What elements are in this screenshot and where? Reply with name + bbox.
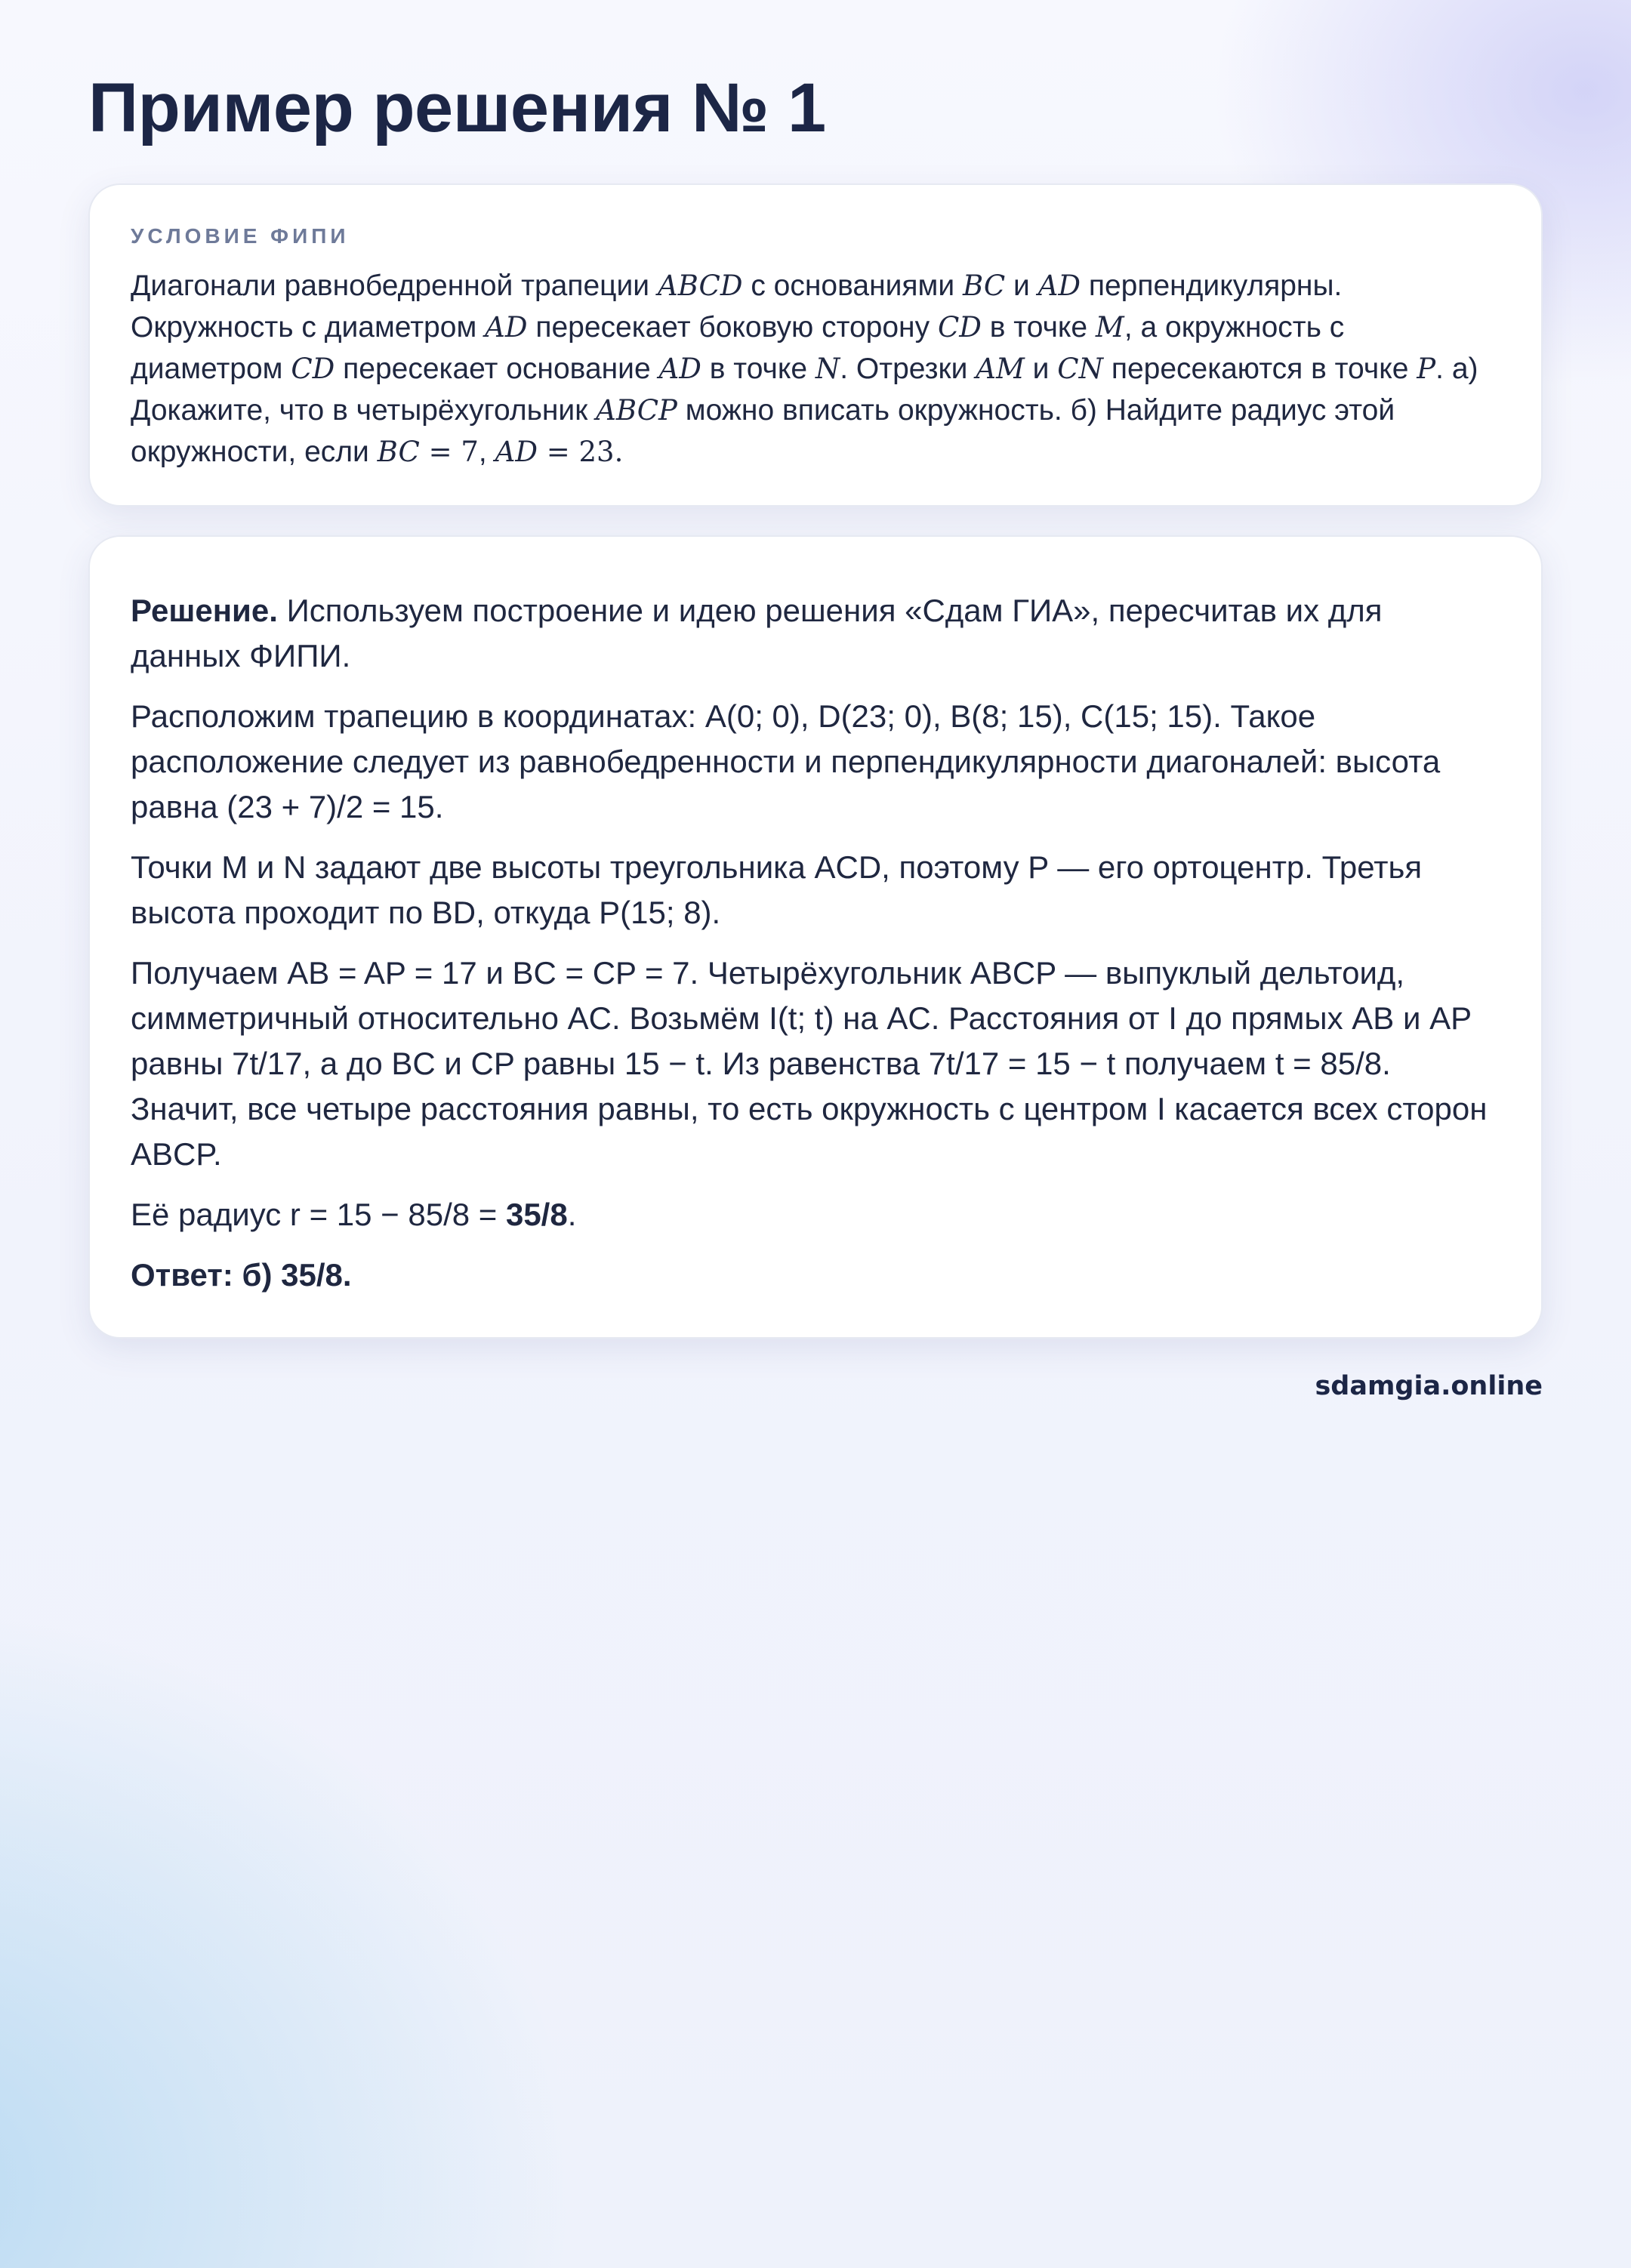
math-symbol: AD <box>495 436 538 468</box>
math-symbol: AD <box>658 353 701 385</box>
condition-label: УСЛОВИЕ ФИПИ <box>131 224 350 248</box>
solution-text: Получаем AB = AP = 17 и BC = CP = 7. Четырёхугольник ABCP — выпуклый дельтоид, симметричный относительно AC. Возьмём I(t; t) на AC. Расстояния от I до прямых AB и AP равны 7t/17, а до BC и CP равны 15 − t. Из равенства 7t/17 = 15 − t получаем t = 85/8. Значит, все четыре расстояния равны, то есть окружность с центром I касается всех сторон ABCP. <box>131 955 1488 1172</box>
math-symbol: M <box>1095 311 1124 344</box>
solution-text: . <box>567 1197 577 1232</box>
math-symbol: AD <box>1037 270 1081 302</box>
condition-text-segment: . Отрезки <box>840 353 976 385</box>
footer-brand: sdamgia.online <box>1315 1371 1543 1401</box>
math-symbol: BC <box>962 270 1006 302</box>
math-symbol: CD <box>937 311 982 344</box>
condition-text-segment: и <box>1005 270 1038 302</box>
math-symbol: CN <box>1057 353 1103 385</box>
condition-text-segment: пересекает основание <box>335 353 659 385</box>
answer-paragraph <box>131 1253 1500 1298</box>
page-title: Пример решения № 1 <box>88 69 826 146</box>
math-symbol: CD <box>291 353 335 385</box>
solution-paragraph <box>131 845 1500 935</box>
solution-text: Её радиус r = 15 − 85/8 = <box>131 1197 506 1232</box>
math-expression: = 7 <box>419 436 479 468</box>
solution-paragraph <box>131 588 1500 679</box>
math-expression: = 23. <box>537 436 624 468</box>
condition-text-segment: Диагонали равнобедренной трапеции <box>131 270 658 302</box>
condition-text <box>131 265 1500 473</box>
math-symbol: P <box>1417 353 1436 385</box>
condition-card <box>88 183 1543 507</box>
condition-text-segment: в точке <box>701 353 815 385</box>
condition-text-segment: с основаниями <box>742 270 963 302</box>
condition-text-segment: , а окружность с диаметром <box>131 311 1345 385</box>
condition-text-segment: . а) Докажите, что в четырёхугольник <box>131 353 1478 427</box>
condition-text-segment: в точке <box>981 311 1096 344</box>
solution-paragraph <box>131 1192 1500 1237</box>
bold-text: Ответ: б) 35/8. <box>131 1257 352 1293</box>
solution-text: Используем построение и идею решения «Сдам ГИА», пересчитав их для данных ФИПИ. <box>131 593 1383 673</box>
math-symbol: ABCD <box>657 270 743 302</box>
condition-text-segment: , <box>478 436 495 468</box>
condition-text-segment: можно вписать окружность. б) Найдите радиус этой окружности, если <box>131 394 1395 468</box>
bold-text: 35/8 <box>505 1197 568 1232</box>
condition-text-segment: перпендикулярны. Окружность с диаметром <box>131 270 1343 344</box>
solution-text: Точки M и N задают две высоты треугольника ACD, поэтому P — его ортоцентр. Третья высота проходит по BD, откуда P(15; 8). <box>131 849 1423 930</box>
math-symbol: N <box>815 353 840 385</box>
condition-text-segment: и <box>1024 353 1058 385</box>
solution-paragraph <box>131 694 1500 830</box>
solution-card <box>88 535 1543 1339</box>
condition-text-segment: пересекаются в точке <box>1102 353 1417 385</box>
math-symbol: AD <box>485 311 528 344</box>
math-symbol: BC <box>377 436 420 468</box>
solution-text: Расположим трапецию в координатах: A(0; 0), D(23; 0), B(8; 15), C(15; 15). Такое расположение следует из равнобедренности и перпендикулярности диагоналей: высота равна (23 + 7)/2 = 15. <box>131 698 1441 824</box>
condition-text-segment: пересекает боковую сторону <box>527 311 938 344</box>
math-symbol: AM <box>976 353 1025 385</box>
bold-text: Решение. <box>131 593 278 628</box>
math-symbol: ABCP <box>596 394 677 427</box>
solution-paragraph <box>131 951 1500 1177</box>
